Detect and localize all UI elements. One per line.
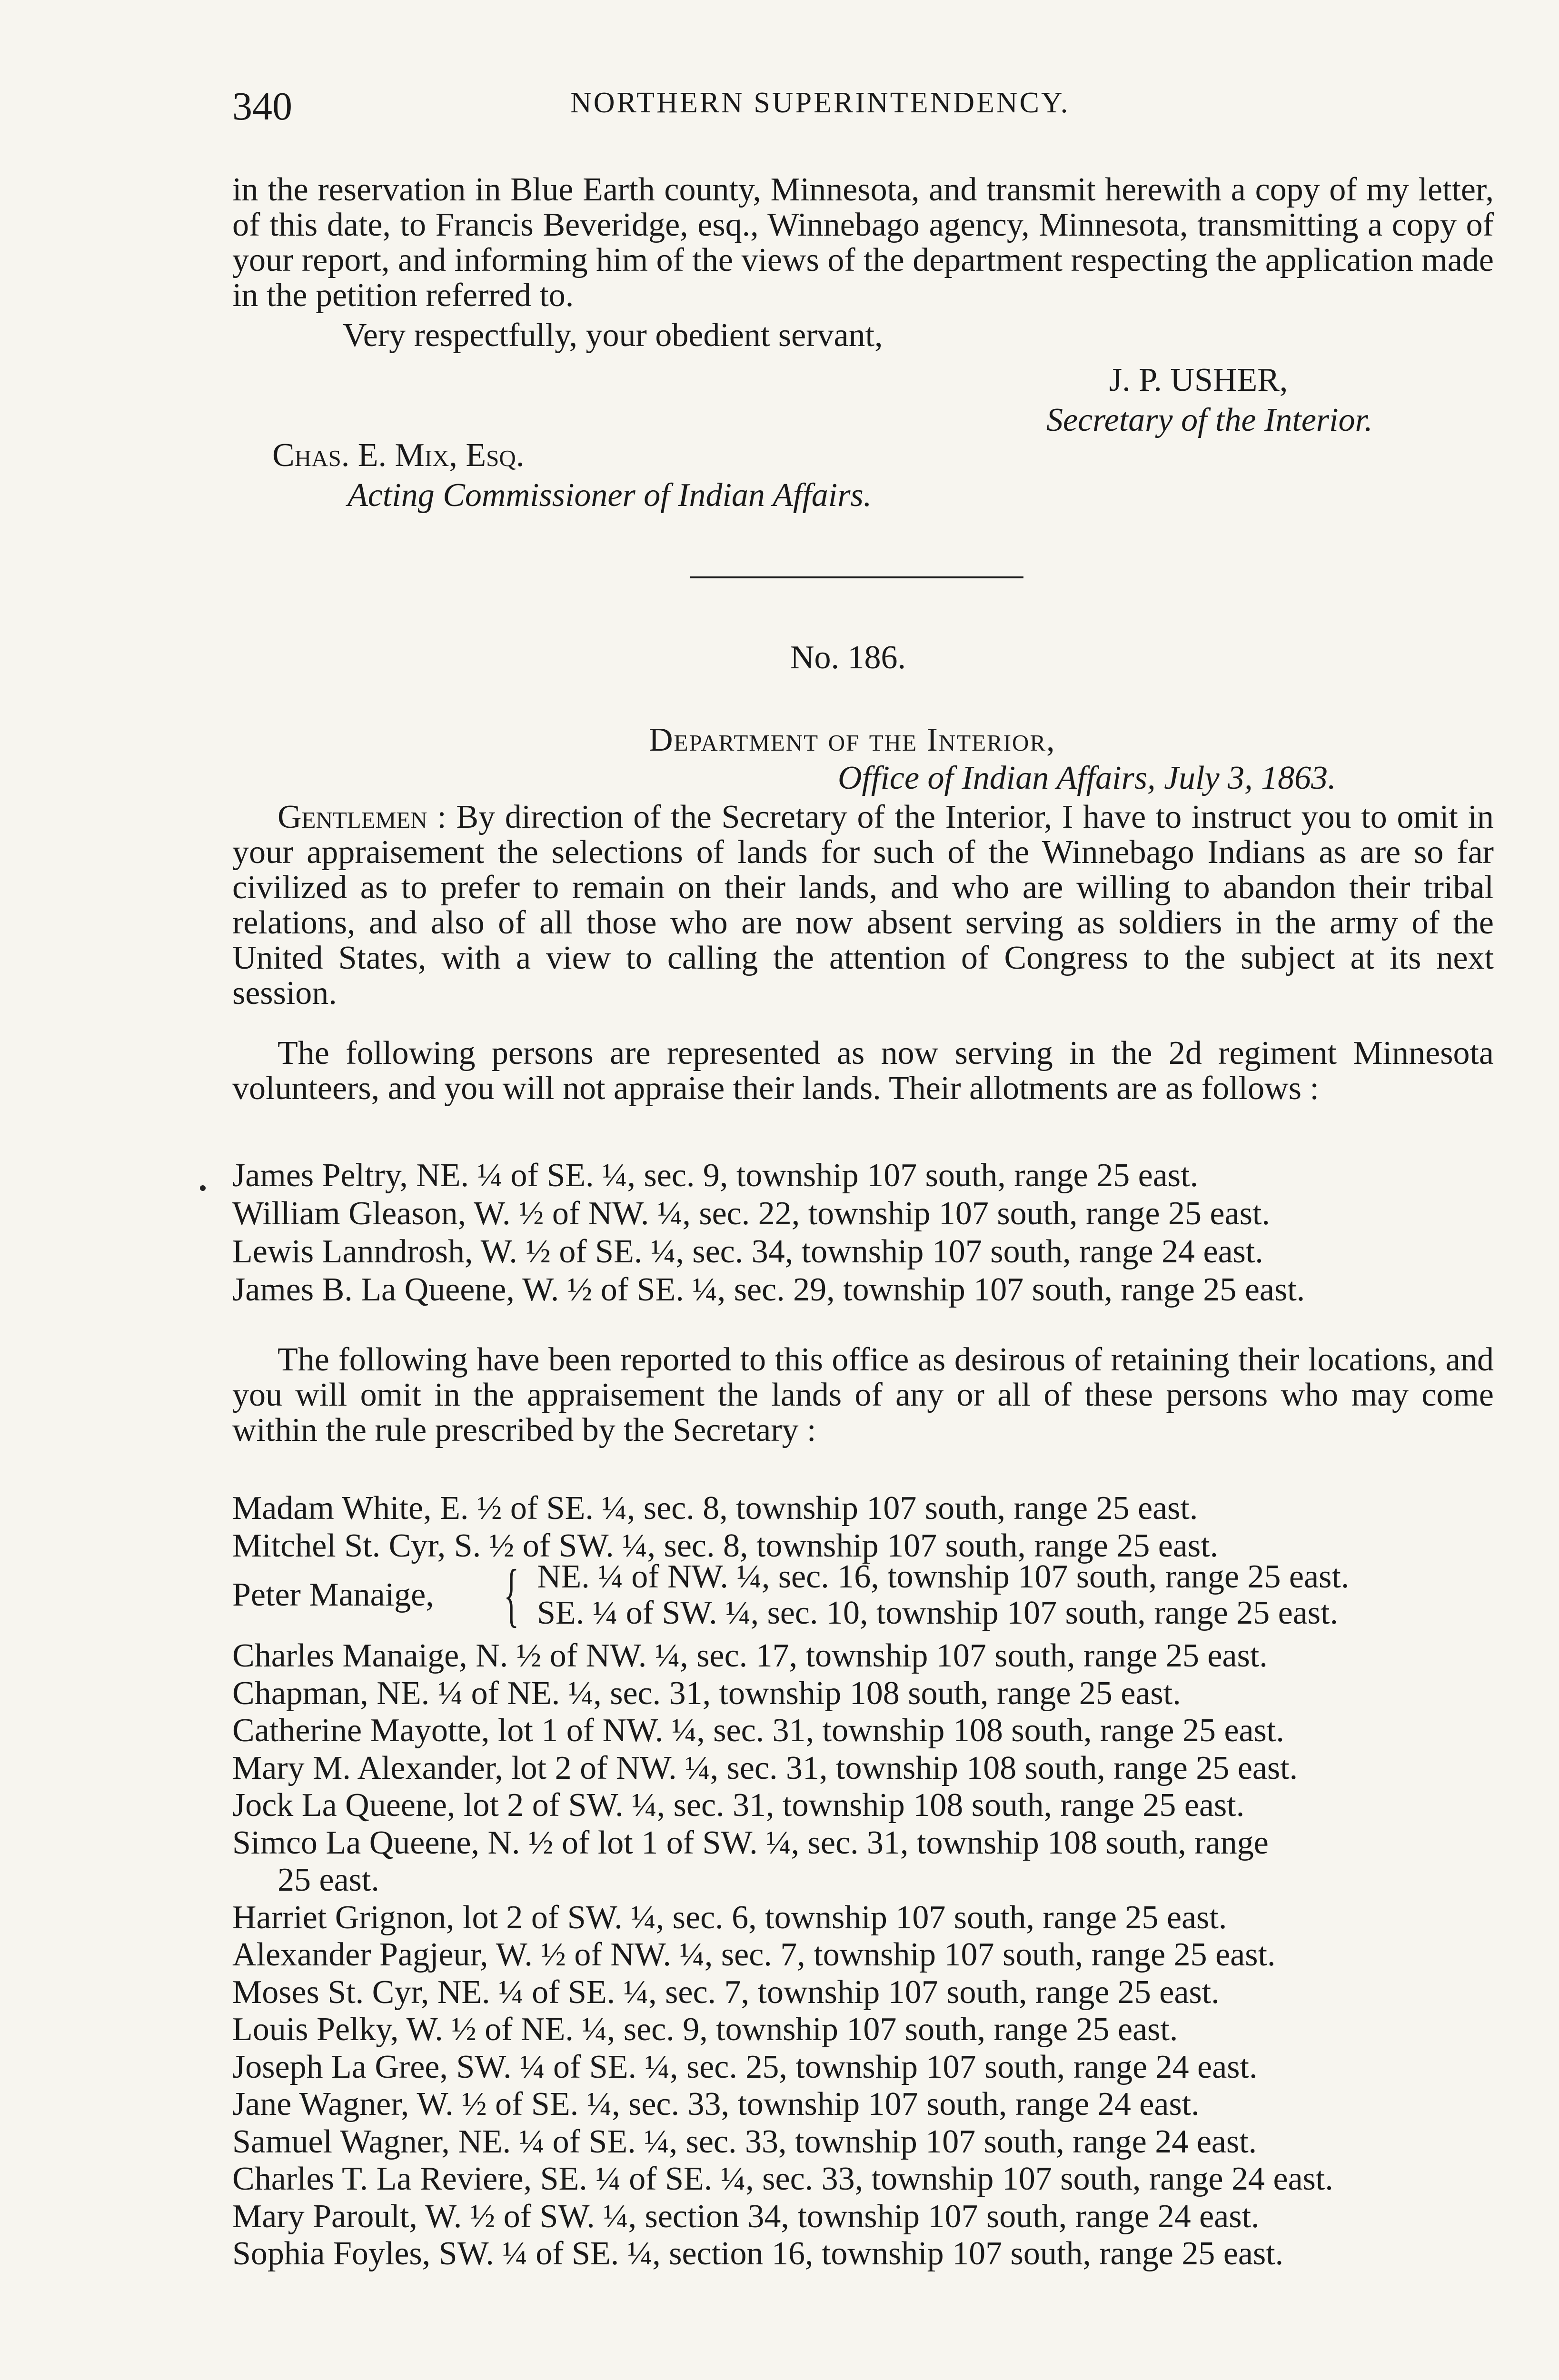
section-divider — [690, 576, 1023, 578]
instruction-paragraph — [232, 800, 1494, 1011]
resident-allotment-list-a — [232, 1490, 1494, 1565]
brace-mark: { — [504, 1555, 519, 1634]
list-item: James B. La Queene, W. ½ of SE. ¼, sec. 29, township 107 south, range 25 east. — [232, 1271, 1305, 1308]
list-item: Catherine Mayotte, lot 1 of NW. ¼, sec. 31, township 108 south, range 25 east. — [232, 1712, 1284, 1749]
salutation: Gentlemen : — [278, 799, 447, 835]
list-item: Mary Paroult, W. ½ of SW. ¼, section 34, township 107 south, range 24 east. — [232, 2198, 1260, 2235]
list-item: Madam White, E. ½ of SE. ¼, sec. 8, township 107 south, range 25 east. — [232, 1490, 1198, 1527]
list-item: Mitchel St. Cyr, S. ½ of SW. ¼, sec. 8, township 107 south, range 25 east. — [232, 1527, 1219, 1564]
signer-name: J. P. USHER, — [1109, 362, 1288, 398]
list-item: Lewis Lanndrosh, W. ½ of SE. ¼, sec. 34, township 107 south, range 24 east. — [232, 1233, 1263, 1270]
list-item: James Peltry, NE. ¼ of SE. ¼, sec. 9, township 107 south, range 25 east. — [232, 1157, 1199, 1194]
page-number: 340 — [232, 84, 292, 129]
list-item: Harriet Grignon, lot 2 of SW. ¼, sec. 6, township 107 south, range 25 east. — [232, 1899, 1227, 1936]
running-header — [232, 83, 1451, 131]
document-number: No. 186. — [790, 639, 906, 676]
list-item: Sophia Foyles, SW. ¼ of SE. ¼, section 16, township 107 south, range 25 east. — [232, 2235, 1284, 2272]
signer-title: Secretary of the Interior. — [1046, 402, 1373, 438]
ink-speck — [200, 1185, 206, 1191]
list-item: William Gleason, W. ½ of NW. ¼, sec. 22, township 107 south, range 25 east. — [232, 1195, 1270, 1232]
list-item: Charles Manaige, N. ½ of NW. ¼, sec. 17, township 107 south, range 25 east. — [232, 1637, 1268, 1674]
list-item: Jock La Queene, lot 2 of SW. ¼, sec. 31, township 108 south, range 25 east. — [232, 1787, 1245, 1824]
addressee-title: Acting Commissioner of Indian Affairs. — [348, 477, 872, 514]
peter-manaige-name: Peter Manaige, — [232, 1577, 434, 1613]
list-item: SE. ¼ of SW. ¼, sec. 10, township 107 south, range 25 east. — [537, 1595, 1339, 1631]
list-item: Alexander Pagjeur, W. ½ of NW. ¼, sec. 7, township 107 south, range 25 east. — [232, 1936, 1276, 1973]
peter-manaige-lines — [537, 1559, 1349, 1631]
letter-closing: Very respectfully, your obedient servant, — [343, 317, 883, 354]
list-item: Charles T. La Reviere, SE. ¼ of SE. ¼, sec. 33, township 107 south, range 24 east. — [232, 2161, 1333, 2197]
addressee-name: Chas. E. Mix, Esq. — [272, 437, 525, 474]
list-item: Jane Wagner, W. ½ of SE. ¼, sec. 33, township 107 south, range 24 east. — [232, 2086, 1200, 2122]
list-item: Louis Pelky, W. ½ of NE. ¼, sec. 9, township 107 south, range 25 east. — [232, 2011, 1178, 2048]
department-heading: Department of the Interior, — [649, 722, 1056, 758]
instruction-text: By direction of the Secretary of the Interior, I have to instruct you to omit in your appraisement the selections of lands for such of the Winnebago Indians as are so far civilized as to prefer to remain on their lands, and who are willing to abandon their tribal relations, and also of all those who are now absent serving as soldiers in the army of the United States, with a view to calling the attention of Congress to the subject at its next session. — [232, 799, 1494, 1012]
soldier-allotment-list — [232, 1157, 1494, 1309]
list-item: Samuel Wagner, NE. ¼ of SE. ¼, sec. 33, township 107 south, range 24 east. — [232, 2123, 1257, 2160]
list-item: Moses St. Cyr, NE. ¼ of SE. ¼, sec. 7, township 107 south, range 25 east. — [232, 1973, 1220, 2011]
resident-allotment-list-b — [232, 1637, 1494, 2273]
list-item: Simco La Queene, N. ½ of lot 1 of SW. ¼, sec. 31, township 108 south, range — [232, 1824, 1269, 1861]
list-item: NE. ¼ of NW. ¼, sec. 16, township 107 south, range 25 east. — [537, 1558, 1350, 1595]
residents-intro: The following have been reported to this office as desirous of retaining their locations, and you will omit in the appraisement the lands of any or all of these persons who may come within the rule prescribed by the Secretary : — [232, 1341, 1494, 1448]
list-item: Chapman, NE. ¼ of NE. ¼, sec. 31, township 108 south, range 25 east. — [232, 1675, 1181, 1712]
list-item: Joseph La Gree, SW. ¼ of SE. ¼, sec. 25, township 107 south, range 24 east. — [232, 2048, 1258, 2085]
running-title: NORTHERN SUPERINTENDENCY. — [570, 87, 1070, 119]
office-dateline: Office of Indian Affairs, July 3, 1863. — [838, 760, 1336, 796]
soldiers-intro: The following persons are represented as now serving in the 2d regiment Minnesota volunteers, and you will not appraise their lands. Their allotments are as follows : — [232, 1035, 1494, 1107]
list-item-continuation: 25 east. — [278, 1862, 379, 1898]
letter-body: in the reservation in Blue Earth county, Minnesota, and transmit herewith a copy of my letter, of this date, to Francis Beveridge, esq., Winnebago agency, Minnesota, transmitting a copy of your report, and informing him of the views of the department respecting the application made in the petition referred to. — [232, 171, 1494, 314]
list-item: Mary M. Alexander, lot 2 of NW. ¼, sec. 31, township 108 south, range 25 east. — [232, 1749, 1298, 1786]
